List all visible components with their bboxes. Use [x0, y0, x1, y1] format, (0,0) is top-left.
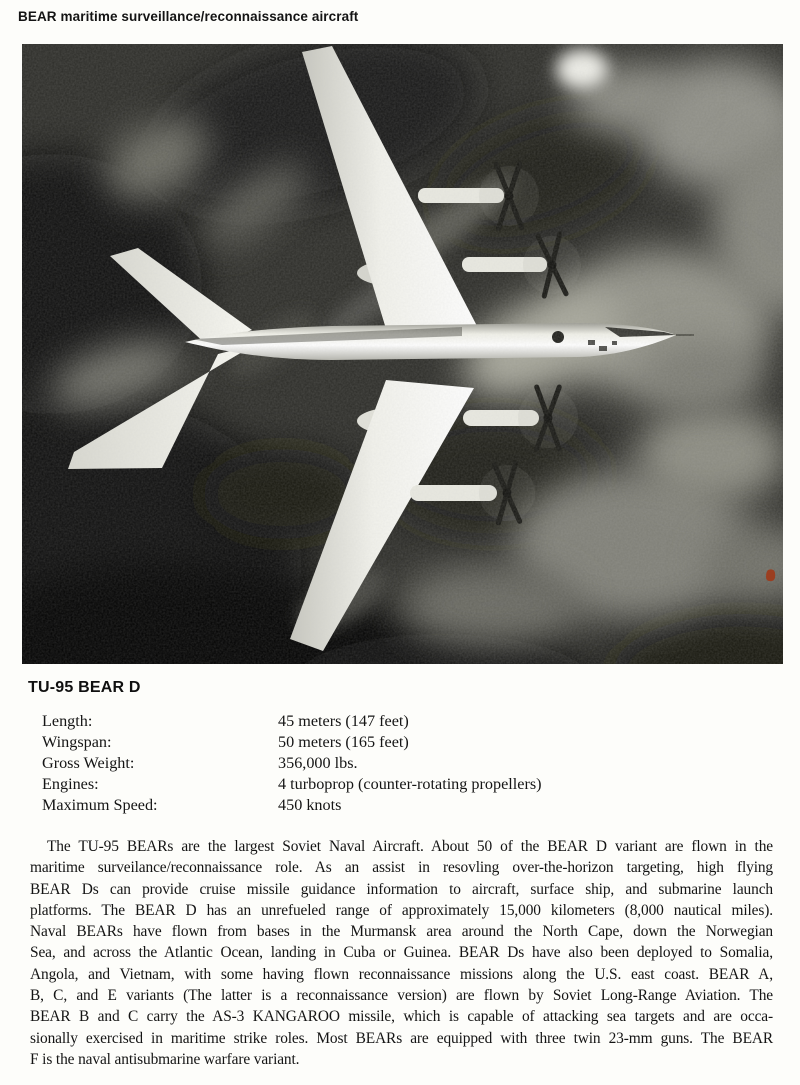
spec-row — [42, 753, 762, 774]
spec-value: 356,000 lbs. — [278, 754, 358, 772]
body-line: maritime surveilance/reconnaissance role. As an assist in resovling over-the-horizon targeting, high flying — [30, 859, 773, 877]
spec-row — [42, 774, 762, 795]
spec-row — [42, 732, 762, 753]
body-line: The TU-95 BEARs are the largest Soviet Naval Aircraft. About 50 of the BEAR D variant are flown in the — [47, 838, 773, 855]
spec-table — [42, 711, 762, 816]
body-line: BEAR B and C carry the AS-3 KANGAROO missile, which is capable of attacking sea targets and are occa- — [30, 1008, 773, 1026]
page-header: BEAR maritime surveillance/reconnaissance aircraft — [18, 9, 359, 24]
body-line: platforms. The BEAR D has an unrefueled range of approximately 15,000 kilometers (8,000 nautical miles). — [30, 901, 773, 919]
spec-label: Maximum Speed: — [42, 796, 158, 814]
spec-label: Gross Weight: — [42, 754, 135, 772]
body-line: Naval BEARs have flown from bases in the Murmansk area around the North Cape, down the Norwegian — [30, 923, 773, 941]
section-title: TU-95 BEAR D — [28, 679, 141, 696]
body-line: BEAR Ds can provide cruise missile guidance information to aircraft, surface ship, and submarine launch — [30, 880, 773, 898]
spec-label: Wingspan: — [42, 733, 112, 751]
spec-label: Engines: — [42, 775, 99, 793]
spec-value: 50 meters (165 feet) — [278, 733, 409, 751]
spec-label: Length: — [42, 712, 93, 730]
body-line: F is the naval antisubmarine warfare variant. — [30, 1050, 300, 1068]
body-line: B, C, and E variants (The latter is a reconnaissance version) are flown by Soviet Long-Range Aviation. The — [30, 987, 773, 1005]
body-line: Angola, and Vietnam, with some having flown reconnaissance missions along the U.S. east coast. BEAR A, — [30, 965, 773, 983]
body-line: Sea, and across the Atlantic Ocean, landing in Cuba or Guinea. BEAR Ds have also been deployed to Somalia, — [30, 944, 773, 962]
spec-value: 450 knots — [278, 796, 342, 814]
body-line: sionally exercised in maritime strike roles. Most BEARs are equipped with three twin 23-mm guns. The BEAR — [30, 1029, 773, 1047]
spec-value: 45 meters (147 feet) — [278, 712, 409, 730]
photo-illustration — [22, 44, 783, 664]
red-annotation-mark — [766, 569, 775, 581]
spec-row — [42, 711, 762, 732]
spec-row — [42, 795, 762, 816]
spec-value: 4 turboprop (counter-rotating propellers) — [278, 775, 542, 793]
grain-overlay — [22, 44, 783, 664]
body-paragraph — [30, 836, 773, 1070]
aircraft-photo — [22, 44, 783, 664]
